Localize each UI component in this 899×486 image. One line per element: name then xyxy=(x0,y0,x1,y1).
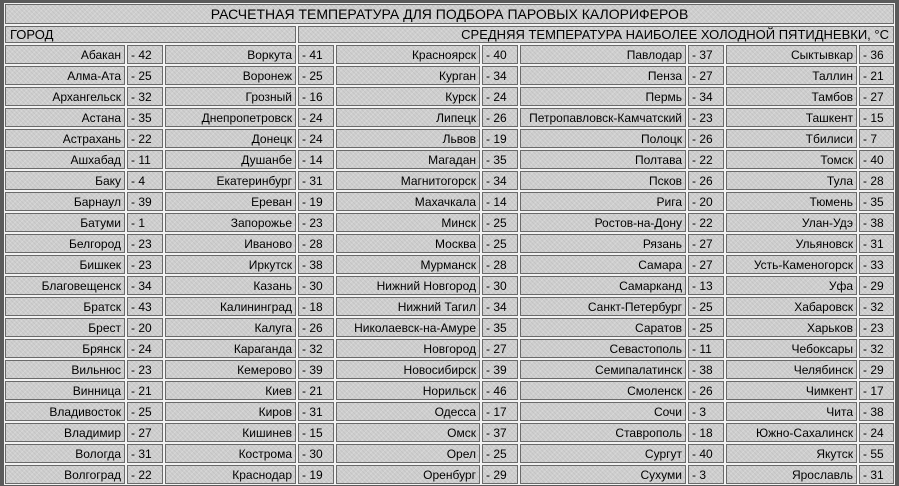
city-name-cell: Новосибирск xyxy=(335,359,481,380)
temperature-value-cell: - 25 xyxy=(297,65,335,86)
temperature-value-cell: - 39 xyxy=(481,359,519,380)
temperature-value-cell: - 11 xyxy=(126,149,164,170)
city-name-cell: Мурманск xyxy=(335,254,481,275)
city-name-cell: Бишкек xyxy=(4,254,126,275)
temperature-value-cell: - 27 xyxy=(858,86,895,107)
temperature-value-cell: - 27 xyxy=(687,65,725,86)
city-name-cell: Санкт-Петербург xyxy=(519,296,687,317)
temperature-value-cell: - 39 xyxy=(297,359,335,380)
temperature-value-cell: - 55 xyxy=(858,443,895,464)
temperature-value-cell: - 39 xyxy=(126,191,164,212)
city-name-cell: Пенза xyxy=(519,65,687,86)
temperature-value-cell: - 25 xyxy=(481,443,519,464)
city-name-cell: Екатеринбург xyxy=(164,170,297,191)
city-name-cell: Орел xyxy=(335,443,481,464)
city-name-cell: Владивосток xyxy=(4,401,126,422)
temperature-value-cell: - 40 xyxy=(687,443,725,464)
temperature-value-cell: - 17 xyxy=(481,401,519,422)
temperature-value-cell: - 32 xyxy=(126,86,164,107)
temperature-value-cell: - 26 xyxy=(687,380,725,401)
city-name-cell: Полоцк xyxy=(519,128,687,149)
temperature-value-cell: - 18 xyxy=(297,296,335,317)
temperature-value-cell: - 27 xyxy=(481,338,519,359)
city-name-cell: Сочи xyxy=(519,401,687,422)
temperature-value-cell: - 28 xyxy=(858,170,895,191)
city-name-cell: Липецк xyxy=(335,107,481,128)
temperature-value-cell: - 38 xyxy=(687,359,725,380)
city-name-cell: Чимкент xyxy=(725,380,858,401)
city-name-cell: Винница xyxy=(4,380,126,401)
temperature-value-cell: - 23 xyxy=(126,359,164,380)
temperature-value-cell: - 23 xyxy=(126,254,164,275)
city-name-cell: Харьков xyxy=(725,317,858,338)
temperature-value-cell: - 42 xyxy=(126,44,164,65)
city-name-cell: Минск xyxy=(335,212,481,233)
temperature-value-cell: - 35 xyxy=(481,149,519,170)
city-name-cell: Иркутск xyxy=(164,254,297,275)
city-name-cell: Томск xyxy=(725,149,858,170)
city-name-cell: Воронеж xyxy=(164,65,297,86)
temperature-value-cell: - 31 xyxy=(297,170,335,191)
temperature-value-cell: - 30 xyxy=(297,275,335,296)
city-name-cell: Павлодар xyxy=(519,44,687,65)
city-name-cell: Усть-Каменогорск xyxy=(725,254,858,275)
city-name-cell: Волгоград xyxy=(4,464,126,485)
city-name-cell: Белгород xyxy=(4,233,126,254)
temperature-value-cell: - 1 xyxy=(126,212,164,233)
temperature-value-cell: - 7 xyxy=(858,128,895,149)
temperature-value-cell: - 26 xyxy=(481,107,519,128)
city-name-cell: Курган xyxy=(335,65,481,86)
temperature-value-cell: - 37 xyxy=(481,422,519,443)
city-name-cell: Иваново xyxy=(164,233,297,254)
city-name-cell: Рязань xyxy=(519,233,687,254)
temperature-value-cell: - 27 xyxy=(687,254,725,275)
city-name-cell: Брянск xyxy=(4,338,126,359)
city-name-cell: Благовещенск xyxy=(4,275,126,296)
city-name-cell: Красноярск xyxy=(335,44,481,65)
temperature-value-cell: - 20 xyxy=(126,317,164,338)
city-name-cell: Таллин xyxy=(725,65,858,86)
temperature-value-cell: - 21 xyxy=(858,65,895,86)
city-name-cell: Магнитогорск xyxy=(335,170,481,191)
city-name-cell: Курск xyxy=(335,86,481,107)
temperature-value-cell: - 34 xyxy=(687,86,725,107)
city-name-cell: Псков xyxy=(519,170,687,191)
city-name-cell: Омск xyxy=(335,422,481,443)
temperature-value-cell: - 30 xyxy=(481,275,519,296)
temperature-value-cell: - 25 xyxy=(126,65,164,86)
temperature-value-cell: - 19 xyxy=(297,191,335,212)
city-name-cell: Калининград xyxy=(164,296,297,317)
temperature-value-cell: - 17 xyxy=(858,380,895,401)
city-name-cell: Петропавловск-Камчатский xyxy=(519,107,687,128)
city-name-cell: Ереван xyxy=(164,191,297,212)
temperature-value-cell: - 41 xyxy=(297,44,335,65)
temperature-value-cell: - 40 xyxy=(858,149,895,170)
temperature-value-cell: - 36 xyxy=(858,44,895,65)
temperature-value-cell: - 35 xyxy=(481,317,519,338)
city-name-cell: Южно-Сахалинск xyxy=(725,422,858,443)
temperature-value-cell: - 37 xyxy=(687,44,725,65)
city-column-header: ГОРОД xyxy=(4,25,297,44)
city-name-cell: Барнаул xyxy=(4,191,126,212)
city-name-cell: Николаевск-на-Амуре xyxy=(335,317,481,338)
table-title: РАСЧЕТНАЯ ТЕМПЕРАТУРА ДЛЯ ПОДБОРА ПАРОВЫХ КАЛОРИФЕРОВ xyxy=(4,3,895,25)
city-name-cell: Казань xyxy=(164,275,297,296)
temperature-value-cell: - 38 xyxy=(297,254,335,275)
temperature-value-cell: - 13 xyxy=(687,275,725,296)
temperature-value-cell: - 26 xyxy=(687,170,725,191)
temperature-value-cell: - 11 xyxy=(687,338,725,359)
city-name-cell: Рига xyxy=(519,191,687,212)
city-name-cell: Вологда xyxy=(4,443,126,464)
temperature-value-cell: - 23 xyxy=(858,317,895,338)
city-name-cell: Воркута xyxy=(164,44,297,65)
temperature-value-cell: - 38 xyxy=(858,401,895,422)
temperature-value-cell: - 34 xyxy=(481,296,519,317)
temperature-value-cell: - 23 xyxy=(126,233,164,254)
temperature-value-cell: - 14 xyxy=(481,191,519,212)
temperature-value-cell: - 24 xyxy=(481,86,519,107)
city-name-cell: Тамбов xyxy=(725,86,858,107)
temperature-value-cell: - 22 xyxy=(687,212,725,233)
temperature-value-cell: - 29 xyxy=(858,359,895,380)
temperature-value-cell: - 19 xyxy=(481,128,519,149)
city-name-cell: Пермь xyxy=(519,86,687,107)
city-name-cell: Астрахань xyxy=(4,128,126,149)
city-name-cell: Тюмень xyxy=(725,191,858,212)
temperature-value-cell: - 22 xyxy=(126,128,164,149)
city-name-cell: Астана xyxy=(4,107,126,128)
city-name-cell: Душанбе xyxy=(164,149,297,170)
city-name-cell: Семипалатинск xyxy=(519,359,687,380)
temperature-value-cell: - 34 xyxy=(481,170,519,191)
city-name-cell: Кишинев xyxy=(164,422,297,443)
city-name-cell: Кострома xyxy=(164,443,297,464)
city-name-cell: Запорожье xyxy=(164,212,297,233)
temperature-value-cell: - 23 xyxy=(297,212,335,233)
temperature-value-cell: - 32 xyxy=(297,338,335,359)
city-name-cell: Ростов-на-Дону xyxy=(519,212,687,233)
city-name-cell: Караганда xyxy=(164,338,297,359)
city-name-cell: Ашхабад xyxy=(4,149,126,170)
temperature-value-cell: - 26 xyxy=(687,128,725,149)
city-name-cell: Сургут xyxy=(519,443,687,464)
temperature-value-cell: - 35 xyxy=(858,191,895,212)
temperature-value-cell: - 31 xyxy=(297,401,335,422)
temperature-value-cell: - 25 xyxy=(481,212,519,233)
city-name-cell: Абакан xyxy=(4,44,126,65)
temperature-value-cell: - 20 xyxy=(687,191,725,212)
temperature-value-cell: - 3 xyxy=(687,401,725,422)
temperature-value-cell: - 31 xyxy=(126,443,164,464)
temperature-value-cell: - 25 xyxy=(481,233,519,254)
temperature-value-cell: - 18 xyxy=(687,422,725,443)
city-name-cell: Саратов xyxy=(519,317,687,338)
temperature-value-cell: - 14 xyxy=(297,149,335,170)
city-name-cell: Сухуми xyxy=(519,464,687,485)
city-name-cell: Братск xyxy=(4,296,126,317)
city-name-cell: Якутск xyxy=(725,443,858,464)
city-name-cell: Ставрополь xyxy=(519,422,687,443)
city-name-cell: Грозный xyxy=(164,86,297,107)
temperature-value-cell: - 27 xyxy=(126,422,164,443)
city-name-cell: Киров xyxy=(164,401,297,422)
city-name-cell: Брест xyxy=(4,317,126,338)
city-name-cell: Сыктывкар xyxy=(725,44,858,65)
city-name-cell: Кемерово xyxy=(164,359,297,380)
temperature-value-cell: - 21 xyxy=(297,380,335,401)
temperature-value-cell: - 15 xyxy=(297,422,335,443)
temperature-value-cell: - 34 xyxy=(481,65,519,86)
city-name-cell: Магадан xyxy=(335,149,481,170)
temperature-value-cell: - 25 xyxy=(687,296,725,317)
temperature-value-cell: - 3 xyxy=(687,464,725,485)
city-name-cell: Смоленск xyxy=(519,380,687,401)
temperature-value-cell: - 25 xyxy=(126,401,164,422)
city-name-cell: Новгород xyxy=(335,338,481,359)
city-name-cell: Ульяновск xyxy=(725,233,858,254)
temperature-value-cell: - 32 xyxy=(858,338,895,359)
temperature-value-cell: - 29 xyxy=(481,464,519,485)
city-name-cell: Тула xyxy=(725,170,858,191)
city-name-cell: Тбилиси xyxy=(725,128,858,149)
temperature-value-cell: - 16 xyxy=(297,86,335,107)
city-name-cell: Алма-Ата xyxy=(4,65,126,86)
city-name-cell: Ташкент xyxy=(725,107,858,128)
temperature-value-cell: - 34 xyxy=(126,275,164,296)
city-name-cell: Махачкала xyxy=(335,191,481,212)
temperature-value-cell: - 43 xyxy=(126,296,164,317)
city-name-cell: Одесса xyxy=(335,401,481,422)
temperature-value-cell: - 19 xyxy=(297,464,335,485)
city-name-cell: Полтава xyxy=(519,149,687,170)
temperature-value-cell: - 23 xyxy=(687,107,725,128)
temperature-value-cell: - 35 xyxy=(126,107,164,128)
temperature-value-cell: - 33 xyxy=(858,254,895,275)
city-name-cell: Вильнюс xyxy=(4,359,126,380)
city-name-cell: Чита xyxy=(725,401,858,422)
temperature-value-cell: - 32 xyxy=(858,296,895,317)
city-name-cell: Донецк xyxy=(164,128,297,149)
temperature-value-cell: - 31 xyxy=(858,233,895,254)
temperature-value-cell: - 24 xyxy=(126,338,164,359)
temperature-value-cell: - 25 xyxy=(687,317,725,338)
city-name-cell: Днепропетровск xyxy=(164,107,297,128)
temperature-value-cell: - 40 xyxy=(481,44,519,65)
city-name-cell: Владимир xyxy=(4,422,126,443)
temperature-value-cell: - 30 xyxy=(297,443,335,464)
temperature-value-cell: - 4 xyxy=(126,170,164,191)
city-name-cell: Севастополь xyxy=(519,338,687,359)
city-name-cell: Ярославль xyxy=(725,464,858,485)
city-name-cell: Норильск xyxy=(335,380,481,401)
city-name-cell: Краснодар xyxy=(164,464,297,485)
city-name-cell: Батуми xyxy=(4,212,126,233)
city-name-cell: Хабаровск xyxy=(725,296,858,317)
city-name-cell: Архангельск xyxy=(4,86,126,107)
city-name-cell: Нижний Новгород xyxy=(335,275,481,296)
temperature-value-cell: - 24 xyxy=(297,128,335,149)
temperature-value-cell: - 38 xyxy=(858,212,895,233)
temperature-value-cell: - 22 xyxy=(126,464,164,485)
city-name-cell: Оренбург xyxy=(335,464,481,485)
temperature-value-cell: - 24 xyxy=(858,422,895,443)
city-name-cell: Баку xyxy=(4,170,126,191)
city-name-cell: Чебоксары xyxy=(725,338,858,359)
temperature-value-cell: - 15 xyxy=(858,107,895,128)
city-name-cell: Львов xyxy=(335,128,481,149)
city-name-cell: Киев xyxy=(164,380,297,401)
temperature-value-cell: - 29 xyxy=(858,275,895,296)
temperature-value-cell: - 46 xyxy=(481,380,519,401)
temperature-value-cell: - 31 xyxy=(858,464,895,485)
city-name-cell: Нижний Тагил xyxy=(335,296,481,317)
city-name-cell: Самара xyxy=(519,254,687,275)
city-name-cell: Улан-Удэ xyxy=(725,212,858,233)
temperature-value-cell: - 27 xyxy=(687,233,725,254)
temperature-value-cell: - 28 xyxy=(481,254,519,275)
city-name-cell: Самарканд xyxy=(519,275,687,296)
temperature-value-cell: - 26 xyxy=(297,317,335,338)
city-name-cell: Калуга xyxy=(164,317,297,338)
temperature-column-header: СРЕДНЯЯ ТЕМПЕРАТУРА НАИБОЛЕЕ ХОЛОДНОЙ ПЯТИДНЕВКИ, °С xyxy=(297,25,895,44)
temperature-value-cell: - 22 xyxy=(687,149,725,170)
city-name-cell: Челябинск xyxy=(725,359,858,380)
temperature-value-cell: - 28 xyxy=(297,233,335,254)
city-name-cell: Москва xyxy=(335,233,481,254)
city-name-cell: Уфа xyxy=(725,275,858,296)
temperature-value-cell: - 24 xyxy=(297,107,335,128)
temperature-value-cell: - 21 xyxy=(126,380,164,401)
